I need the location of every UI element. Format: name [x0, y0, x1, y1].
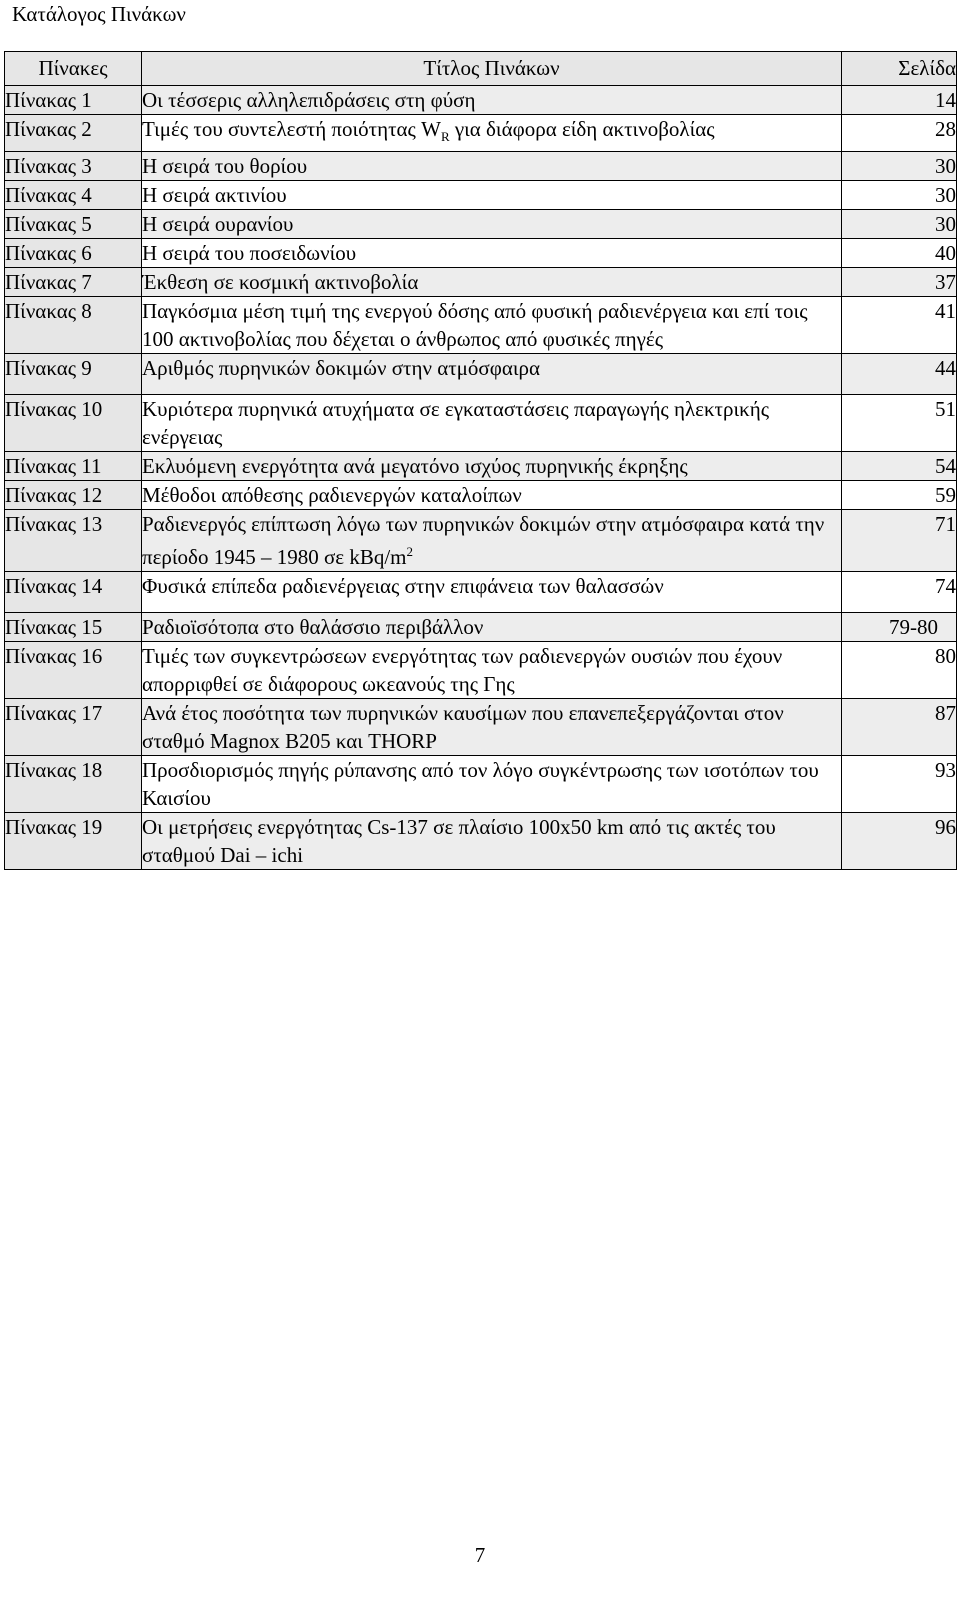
row-title-superscript: 2	[406, 544, 414, 560]
table-header-row	[5, 52, 957, 86]
row-title: Έκθεση σε κοσμική ακτινοβολία	[142, 268, 842, 297]
row-title: Κυριότερα πυρηνικά ατυχήματα σε εγκαταστάσεις παραγωγής ηλεκτρικής ενέργειας	[142, 395, 842, 452]
table-row	[5, 756, 957, 813]
row-label: Πίνακας 19	[5, 813, 142, 870]
header-page: Σελίδα	[842, 52, 957, 86]
row-title: Η σειρά ουρανίου	[142, 210, 842, 239]
row-title-text: για διάφορα είδη ακτινοβολίας	[449, 117, 715, 141]
row-label: Πίνακας 11	[5, 452, 142, 481]
row-title: Παγκόσμια μέση τιμή της ενεργού δόσης από φυσική ραδιενέργεια και επί τοις 100 ακτινοβολίας που δέχεται ο άνθρωπος από φυσικές πηγές	[142, 297, 842, 354]
row-title: Ανά έτος ποσότητα των πυρηνικών καυσίμων που επανεπεξεργάζονται στον σταθμό Magnox B205 και THORP	[142, 699, 842, 756]
row-page: 74	[842, 572, 957, 613]
row-title: Αριθμός πυρηνικών δοκιμών στην ατμόσφαιρα	[142, 354, 842, 395]
row-label: Πίνακας 13	[5, 510, 142, 572]
row-page: 71	[842, 510, 957, 572]
row-page: 79-80	[842, 613, 957, 642]
table-row	[5, 239, 957, 268]
row-title-subscript: R	[440, 129, 450, 145]
row-title: Ραδιοϊσότοπα στο θαλάσσιο περιβάλλον	[142, 613, 842, 642]
table-of-tables	[4, 51, 957, 870]
row-title: Οι μετρήσεις ενεργότητας Cs-137 σε πλαίσιο 100x50 km από τις ακτές του σταθμού Dai – ichi	[142, 813, 842, 870]
row-page: 41	[842, 297, 957, 354]
row-title: Προσδιορισμός πηγής ρύπανσης από τον λόγο συγκέντρωσης των ισοτόπων του Καισίου	[142, 756, 842, 813]
row-label: Πίνακας 2	[5, 115, 142, 152]
table-row	[5, 481, 957, 510]
table-row	[5, 642, 957, 699]
row-title: Τιμές των συγκεντρώσεων ενεργότητας των ραδιενεργών ουσιών που έχουν απορριφθεί σε διάφορους ωκεανούς της Γης	[142, 642, 842, 699]
page-title: Κατάλογος Πινάκων	[12, 2, 186, 26]
table-row	[5, 510, 957, 572]
row-label: Πίνακας 14	[5, 572, 142, 613]
row-page: 93	[842, 756, 957, 813]
row-label: Πίνακας 6	[5, 239, 142, 268]
row-label: Πίνακας 9	[5, 354, 142, 395]
row-page: 51	[842, 395, 957, 452]
row-title: Η σειρά του θορίου	[142, 152, 842, 181]
row-page: 30	[842, 210, 957, 239]
row-page: 37	[842, 268, 957, 297]
table-row	[5, 572, 957, 613]
row-title-text: Τιμές του συντελεστή ποιότητας W	[142, 117, 441, 141]
table-row	[5, 115, 957, 152]
row-label: Πίνακας 17	[5, 699, 142, 756]
row-title: Εκλυόμενη ενεργότητα ανά μεγατόνο ισχύος πυρηνικής έκρηξης	[142, 452, 842, 481]
row-page: 28	[842, 115, 957, 152]
table-row	[5, 181, 957, 210]
table-row	[5, 268, 957, 297]
row-label: Πίνακας 15	[5, 613, 142, 642]
table-row	[5, 613, 957, 642]
row-title: Η σειρά ακτινίου	[142, 181, 842, 210]
row-page: 96	[842, 813, 957, 870]
row-label: Πίνακας 10	[5, 395, 142, 452]
table-row	[5, 452, 957, 481]
table-row	[5, 86, 957, 115]
row-label: Πίνακας 16	[5, 642, 142, 699]
row-title: Η σειρά του ποσειδωνίου	[142, 239, 842, 268]
row-page: 87	[842, 699, 957, 756]
row-label: Πίνακας 5	[5, 210, 142, 239]
row-label: Πίνακας 18	[5, 756, 142, 813]
row-page: 14	[842, 86, 957, 115]
row-title: Οι τέσσερις αλληλεπιδράσεις στη φύση	[142, 86, 842, 115]
row-title	[142, 510, 842, 572]
row-label: Πίνακας 3	[5, 152, 142, 181]
table-row	[5, 152, 957, 181]
row-title: Μέθοδοι απόθεσης ραδιενεργών καταλοίπων	[142, 481, 842, 510]
row-page: 40	[842, 239, 957, 268]
row-title-text: Ραδιενεργός επίπτωση λόγω των πυρηνικών δοκιμών στην ατμόσφαιρα κατά την περίοδο 1945 – 1980 σε kBq/m	[142, 512, 825, 570]
row-label: Πίνακας 4	[5, 181, 142, 210]
table-row	[5, 813, 957, 870]
table-row	[5, 210, 957, 239]
row-page: 80	[842, 642, 957, 699]
table-row	[5, 395, 957, 452]
row-page: 30	[842, 152, 957, 181]
row-title	[142, 115, 842, 152]
row-page: 59	[842, 481, 957, 510]
row-label: Πίνακας 12	[5, 481, 142, 510]
row-page: 30	[842, 181, 957, 210]
table-row	[5, 297, 957, 354]
row-title: Φυσικά επίπεδα ραδιενέργειας στην επιφάνεια των θαλασσών	[142, 572, 842, 613]
row-label: Πίνακας 1	[5, 86, 142, 115]
header-label: Πίνακες	[5, 52, 142, 86]
row-page: 44	[842, 354, 957, 395]
page-number: 7	[474, 1543, 486, 1567]
row-label: Πίνακας 7	[5, 268, 142, 297]
table-row	[5, 354, 957, 395]
row-page: 54	[842, 452, 957, 481]
header-title: Τίτλος Πινάκων	[142, 52, 842, 86]
row-label: Πίνακας 8	[5, 297, 142, 354]
table-row	[5, 699, 957, 756]
